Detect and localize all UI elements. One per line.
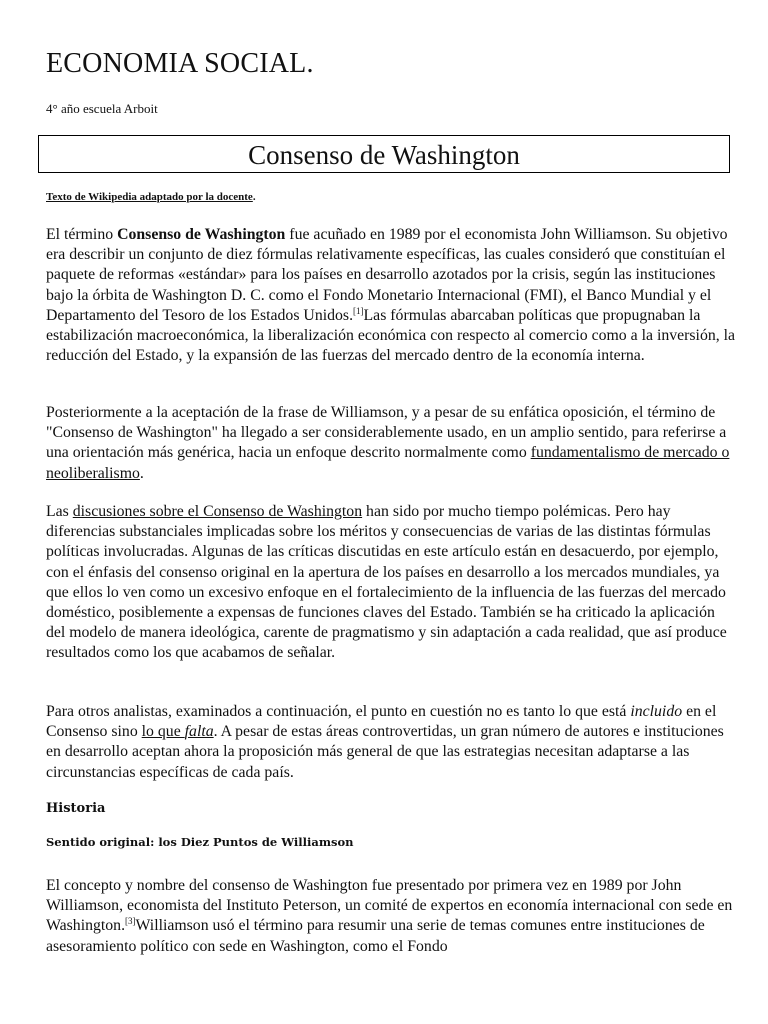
p1-term-bold: Consenso de Washington [117, 226, 286, 243]
heading-sentido-original: Sentido original: los Diez Puntos de Williamson [46, 835, 354, 849]
link-discusiones[interactable]: discusiones sobre el Consenso de Washington [72, 503, 363, 520]
source-note-end: . [252, 191, 256, 203]
p2-text-b: . [139, 464, 144, 482]
heading-historia: Historia [46, 801, 106, 816]
p3-text-a: Las [46, 503, 73, 520]
p2-text-a: Posteriormente a la aceptación de la frase de Williamson, y a pesar de su enfática oposición, el término de "Consenso de Washington" ha llegado a ser considerablemente usado, en un amplio sentido, para referirse a una orientación más genérica, hacia un enfoque descrito normalmente como [46, 404, 727, 462]
document-title: ECONOMIA SOCIAL. [46, 48, 314, 79]
p5-text-b: Williamson usó el término para resumir una serie de temas comunes entre instituciones de asesoramiento político con sede en Washington, como el Fondo [46, 917, 705, 955]
p3-text-b: han sido por mucho tiempo polémicas. Pero hay diferencias substanciales implicadas sobre los méritos y consecuencias de varias de las distintas fórmulas políticas involucradas. Algunas de las críticas discutidas en este artículo están en desacuerdo, por ejemplo, con el énfasis del consenso original en la apertura de los países en desarrollo a los mercados mundiales, ya que ellos lo ven como un excesivo enfoque en el fortalecimiento de la influencia de las fuerzas del mercado doméstico, posiblemente a expensas de funciones claves del Estado. También se ha criticado la aplicación del modelo de manera ideológica, carente de pragmatismo y sin adaptación a cada realidad, que así produce resultados como los que acabamos de señalar. [46, 503, 727, 662]
section-title-box [38, 135, 730, 173]
p1-text-a: El término [46, 226, 118, 243]
paragraph-intro [46, 225, 736, 366]
paragraph-usage [46, 403, 736, 484]
link-lo-que-text: lo que [141, 723, 185, 741]
p1-text-d: Las fórmulas abarcaban políticas que propugnaban la estabilización macroeconómica, la liberalización económica con respecto al comercio como a la inversión, la reducción del Estado, y la expansión de las fuerzas del mercado dentro de la economía interna. [46, 306, 736, 365]
p4-text-a: Para otros analistas, examinados a continuación, el punto en cuestión no es tanto lo que está [46, 703, 631, 720]
paragraph-origin [46, 876, 736, 957]
p4-text-b: en el Consenso sino [46, 703, 717, 741]
link-lo-que-falta[interactable] [142, 723, 214, 740]
link-fundamentalismo[interactable]: fundamentalismo de mercado o neoliberalismo [46, 444, 730, 482]
document-subtitle: 4° año escuela Arboit [46, 101, 158, 116]
footnote-ref-3[interactable]: [3] [125, 916, 136, 927]
source-note-text: Texto de Wikipedia adaptado por la docente [46, 191, 253, 203]
p4-italic-incluido: incluido [630, 703, 683, 720]
source-note [46, 191, 256, 203]
paragraph-analysts [46, 702, 736, 783]
footnote-ref-1[interactable]: [1] [353, 305, 364, 316]
p4-text-c: . A pesar de estas áreas controvertidas, un gran número de autores e instituciones en desarrollo aceptan ahora la proposición más general de que las estrategias necesitan adaptarse a las circunstancias específicas de cada país. [46, 723, 724, 781]
p1-text-c: fue acuñado en 1989 por el economista John Williamson. Su objetivo era describir un conjunto de diez fórmulas relativamente específicas, las cuales consideró que constituían el paquete de reformas «estándar» para los países en desarrollo azotados por la crisis, según las instituciones bajo la órbita de Washington D. C. como el Fondo Monetario Internacional (FMI), el Banco Mundial y el Departamento del Tesoro de los Estados Unidos. [46, 226, 728, 324]
link-falta-italic: falta [184, 723, 214, 741]
paragraph-discussions [46, 502, 736, 664]
section-title: Consenso de Washington [248, 140, 520, 170]
p5-text-a: El concepto y nombre del consenso de Washington fue presentado por primera vez en 1989 por John Williamson, economista del Instituto Peterson, un comité de expertos en economía internacional con sede en Washington. [46, 877, 733, 935]
